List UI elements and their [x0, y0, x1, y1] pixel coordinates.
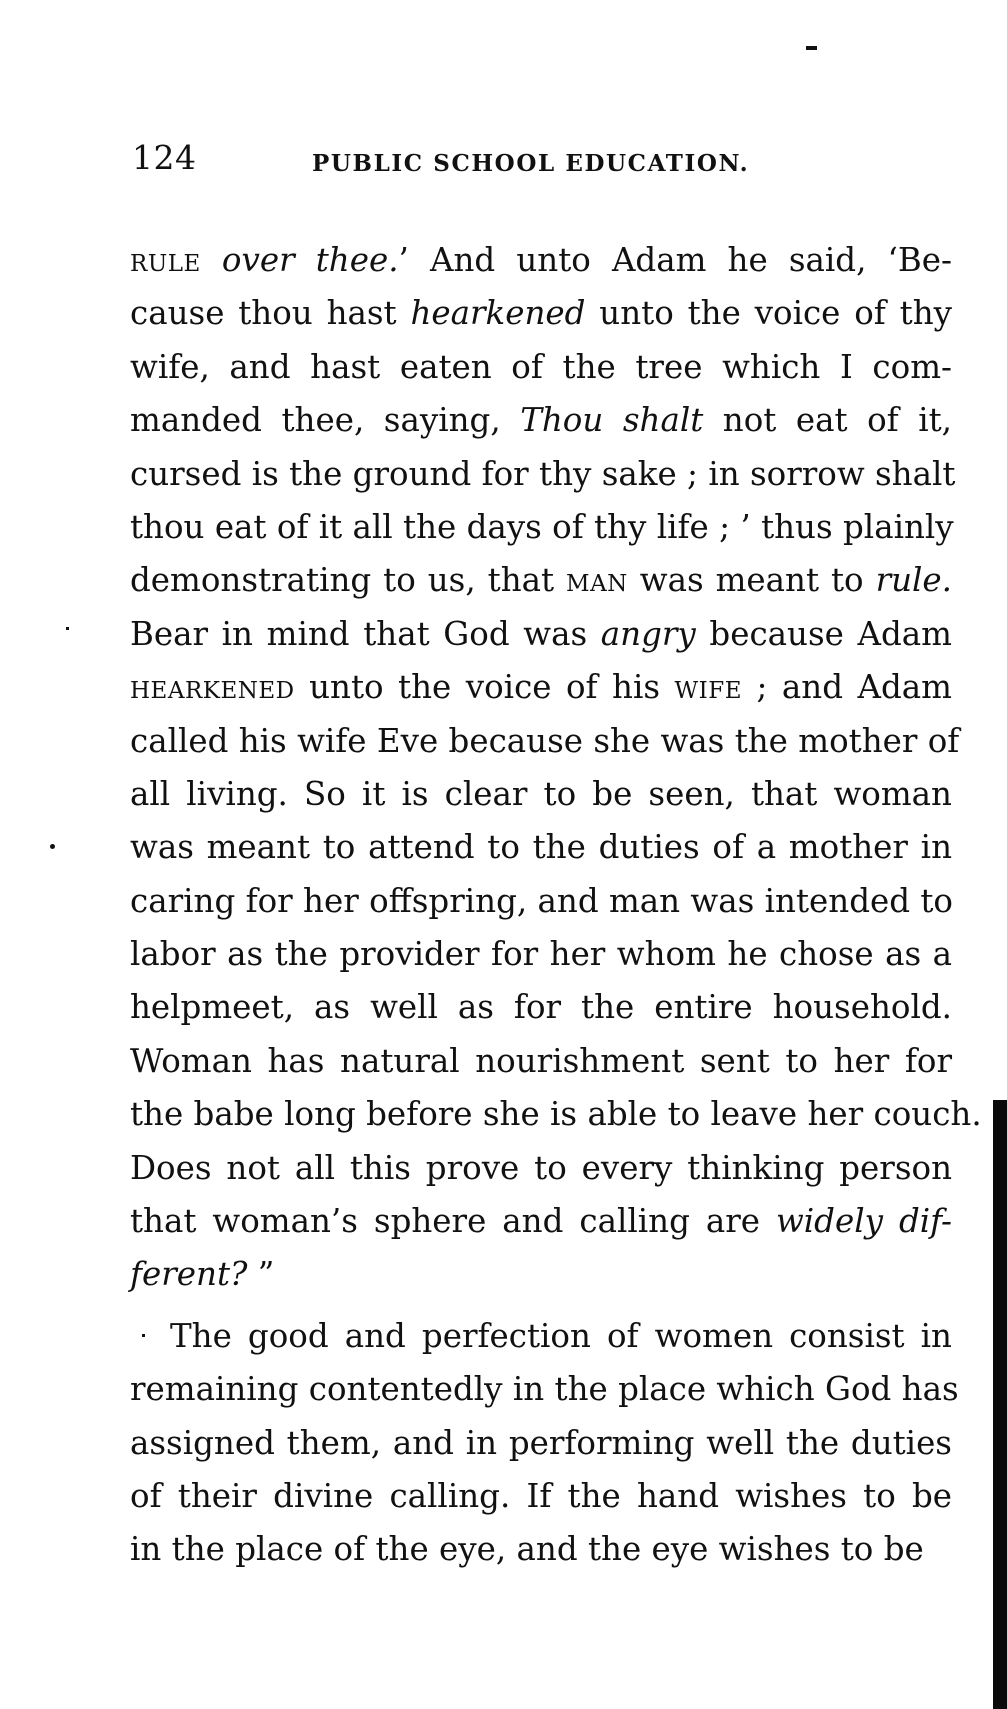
italic-text: ferent?: [130, 1255, 248, 1294]
running-head: PUBLIC SCHOOL EDUCATION.: [312, 150, 750, 177]
paragraph-gap: [130, 1302, 952, 1310]
text-line: [130, 287, 952, 340]
text-line: [130, 821, 952, 874]
text-run: labor as the provider for her whom he chose as a: [130, 935, 952, 974]
text-run: because Adam: [695, 614, 953, 653]
text-run: that woman’s sphere and calling are: [130, 1202, 776, 1241]
text-run: assigned them, and in performing well the duties: [130, 1423, 952, 1462]
text-run: was meant to attend to the duties of a mother in: [130, 828, 952, 867]
text-run: Does not all this prove to every thinking person: [130, 1148, 952, 1187]
text-run: Bear in mind that God was: [130, 614, 601, 653]
text-line: [130, 1248, 952, 1301]
text-run: thou eat of it all the days of thy life ; ’ thus plainly: [130, 507, 954, 546]
text-run: cause thou hast: [130, 294, 411, 333]
text-run: manded thee, saying,: [130, 401, 521, 440]
body-text: [130, 234, 982, 1577]
italic-text: angry: [600, 614, 696, 653]
small-caps-text: hearkened: [130, 668, 295, 707]
text-run: all living. So it is clear to be seen, that woman: [130, 774, 952, 813]
text-run: called his wife Eve because she was the mother of: [130, 721, 960, 760]
text-line: [130, 448, 956, 501]
text-run: caring for her offspring, and man was intended to: [130, 881, 953, 920]
text-run: not eat of it,: [703, 401, 952, 440]
text-run: remaining contentedly in the place which God has: [130, 1370, 959, 1409]
text-run: the babe long before she is able to leave her couch.: [130, 1095, 982, 1134]
text-line: [130, 928, 952, 981]
text-run: helpmeet, as well as for the entire household.: [130, 988, 952, 1027]
text-line: [130, 1142, 952, 1195]
text-line: [130, 234, 952, 287]
text-line: [130, 341, 952, 394]
small-caps-text: rule: [130, 241, 201, 279]
text-line: [130, 768, 952, 821]
text-line: [130, 608, 952, 661]
text-line: [130, 1088, 982, 1141]
italic-text: widely dif-: [775, 1202, 952, 1241]
text-line: [130, 1417, 952, 1470]
text-line: [130, 1035, 952, 1088]
italic-text: rule.: [875, 561, 952, 600]
small-caps-text: man: [566, 561, 628, 600]
page-number: 124: [132, 138, 197, 177]
scan-speck: [66, 627, 69, 630]
text-run: Woman has natural nourishment sent to her for: [130, 1041, 952, 1080]
small-caps-text: wife: [674, 668, 743, 707]
text-run: ”: [247, 1255, 275, 1294]
text-run: ’ And unto Adam he said, ‘Be-: [398, 241, 952, 279]
paragraph: [130, 234, 982, 1302]
italic-text: hearkened: [410, 294, 586, 333]
text-run: The good and perfection of women consist in: [170, 1316, 952, 1355]
text-run: cursed is the ground for thy sake ; in sorrow shalt: [130, 454, 956, 493]
paragraph: [130, 1310, 959, 1577]
page-edge-shadow: [993, 1100, 1007, 1709]
text-line: [130, 875, 952, 928]
text-line: [130, 981, 952, 1034]
text-line: [130, 715, 960, 768]
text-run: [201, 241, 222, 279]
text-line: [130, 1470, 952, 1523]
text-run: in the place of the eye, and the eye wishes to be: [130, 1530, 924, 1569]
text-line: [130, 394, 952, 447]
text-run: wife, and hast eaten of the tree which I com-: [130, 347, 952, 386]
text-run: demonstrating to us, that: [130, 561, 567, 600]
text-line: [130, 1195, 952, 1248]
text-run: of their divine calling. If the hand wishes to be: [130, 1476, 952, 1515]
text-line: [130, 554, 952, 607]
text-run: unto the voice of his: [294, 668, 675, 707]
italic-text: over thee.: [221, 241, 399, 279]
text-run: was meant to: [627, 561, 876, 600]
scan-speck: [50, 844, 55, 849]
scan-mark: [806, 46, 817, 50]
text-run: ; and Adam: [742, 668, 952, 707]
text-line: [130, 1523, 952, 1576]
text-line: [130, 501, 952, 554]
text-line: [130, 661, 952, 714]
italic-text: Thou shalt: [520, 401, 704, 440]
text-line: [130, 1363, 959, 1416]
text-line: [130, 1310, 952, 1363]
text-run: unto the voice of thy: [585, 294, 953, 333]
